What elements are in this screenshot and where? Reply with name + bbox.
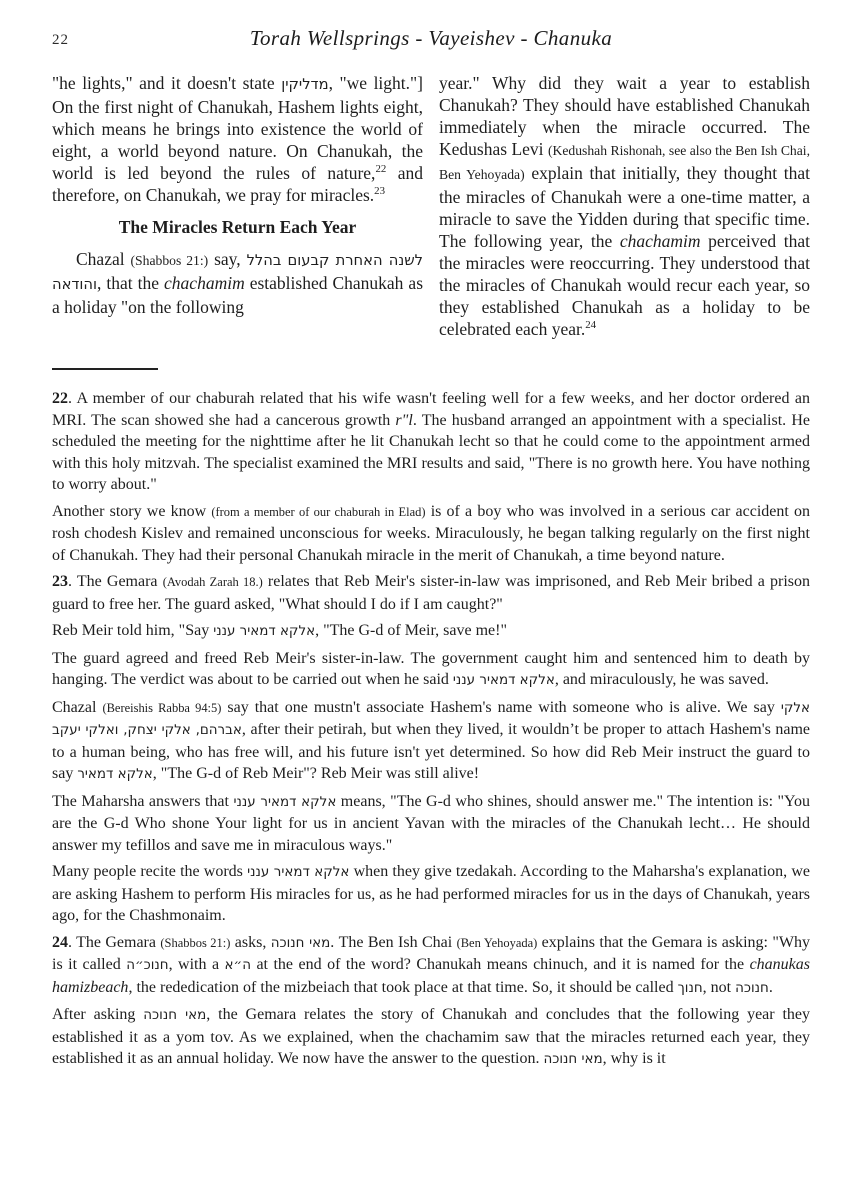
text-segment: , the Gemara relates the story of Chanukah and concludes that the following year they established it as a yom tov. As we explained, when the chachamim saw that the miracles returned each year, they established it as an annual holiday. We now have the answer to the question. bbox=[52, 1006, 811, 1067]
body-paragraph bbox=[52, 72, 423, 206]
text-segment: חנוך bbox=[677, 980, 703, 996]
footnote-paragraph bbox=[52, 697, 810, 786]
text-segment: , the rededication of the mizbeiach that took place at that time. So, it should be called bbox=[128, 978, 678, 996]
text-segment: . A member of our chaburah related that his wife wasn't feeling well for a few weeks, and her doctor ordered an MRI. The scan showed she had a cancerous growth bbox=[52, 390, 810, 429]
text-segment: . bbox=[768, 978, 773, 996]
text-segment: חנוכ״ה bbox=[126, 958, 169, 973]
footnote-paragraph bbox=[52, 1004, 810, 1071]
text-segment: , "we light."] On the first night of Chanukah, Hashem lights eight, which means he brings into existence the world of eight, a world beyond nature. On Chanukah, the world is led beyond the rules of nature, bbox=[52, 73, 423, 183]
text-segment: 23 bbox=[52, 573, 68, 590]
text-segment: , with a bbox=[168, 956, 225, 973]
footnote-paragraph bbox=[52, 620, 810, 643]
text-segment: when they give tzedakah. According to the Maharsha's explanation, we are asking Hashem to perform His miracles for us, as he had performed miracles for us in the days of Chanukah, years ago, for the Chashmonaim. bbox=[52, 863, 811, 924]
footnote-paragraph bbox=[52, 501, 810, 567]
text-segment: , "The G-d of Meir, save me!" bbox=[315, 622, 507, 639]
footnote-paragraph bbox=[52, 791, 810, 857]
main-text-columns bbox=[52, 72, 810, 340]
text-segment: , after their petirah, but when they lived, it wouldn’t be proper to attach Hashem's name to a human being, who has free will, and his future isn't yet determined. So how did Reb Meir instruct the guard to say bbox=[52, 721, 811, 782]
text-segment: אלקי אברהם, אלקי יצחק, ואלקי יעקב bbox=[52, 700, 811, 738]
text-segment: , and miraculously, he was saved. bbox=[554, 671, 769, 688]
text-segment: Chazal bbox=[76, 249, 131, 269]
text-segment: chanukas hamizbeach bbox=[52, 956, 811, 996]
text-segment: מאי חנוכה bbox=[270, 935, 331, 951]
text-segment: (Ben Yehoyada) bbox=[456, 935, 538, 950]
text-segment: אלקא דמאיר ענני bbox=[452, 673, 555, 688]
text-segment: say that one mustn't associate Hashem's name with someone who is alive. We say bbox=[221, 698, 781, 716]
text-segment: אלקא דמאיר ענני bbox=[247, 865, 350, 880]
text-segment: מאי חנוכה bbox=[543, 1052, 603, 1067]
text-segment: 22 bbox=[52, 390, 68, 407]
text-segment: אלקא דמאיר bbox=[77, 767, 153, 782]
text-segment: 22 bbox=[375, 163, 387, 176]
text-segment: The guard agreed and freed Reb Meir's sister-in-law. The government caught him and sentenced him to death by hanging. The verdict was about to be carried out when he said bbox=[52, 649, 810, 688]
text-segment: . The Gemara bbox=[68, 933, 161, 951]
text-segment: means, "The G-d who shines, should answer me." The intention is: "You are the G-d Who shone Your light for us in ancient Yavan with the miracles of the Chanukah lecht… He should answer my tefillos and save me in miraculous ways." bbox=[52, 792, 810, 854]
text-segment: relates that Reb Meir's sister-in-law was imprisoned, and Reb Meir bribed a prison guard to free her. The guard asked, "What should I do if I am caught?" bbox=[52, 573, 810, 613]
left-column bbox=[52, 72, 423, 340]
footnote-separator bbox=[52, 368, 158, 370]
right-column bbox=[439, 72, 810, 340]
text-segment: say, bbox=[208, 249, 247, 269]
footnote-paragraph bbox=[52, 932, 810, 1000]
text-segment: (Bereishis Rabba 94:5) bbox=[102, 700, 222, 715]
page-number: 22 bbox=[52, 32, 69, 48]
text-segment: 24 bbox=[585, 319, 597, 332]
body-paragraph bbox=[52, 248, 423, 318]
text-segment: אלקא דמאיר ענני bbox=[233, 794, 337, 810]
text-segment: מדליקין bbox=[281, 76, 329, 93]
text-segment: אלקא דמאיר ענני bbox=[213, 624, 316, 639]
text-segment: . The Gemara bbox=[68, 573, 163, 590]
text-segment: , "The G-d of Reb Meir"? Reb Meir was still alive! bbox=[152, 765, 480, 782]
text-segment: established Chanukah as a holiday "on the following bbox=[52, 273, 424, 317]
text-segment: After asking bbox=[52, 1006, 144, 1023]
text-segment: chachamim bbox=[164, 273, 245, 293]
section-heading: The Miracles Return Each Year bbox=[118, 217, 357, 237]
page-title: Torah Wellsprings - Vayeishev - Chanuka bbox=[249, 26, 613, 50]
text-segment: explains that the Gemara is asking: "Why is it called bbox=[52, 933, 811, 973]
text-segment: chachamim bbox=[619, 231, 701, 251]
text-segment: "he lights," and it doesn't state bbox=[52, 73, 282, 93]
text-segment: . The husband arranged an appointment with a specialist. He scheduled the meeting for the nighttime after he lit Chanukah lecht so that he could come to the appointment armed with this holy mitzvah. The specialist examined the MRI results and said, "There is no growth here. You have nothing to worry about." bbox=[52, 411, 810, 493]
text-segment: (Shabbos 21:) bbox=[160, 935, 231, 950]
text-segment: חנוכה bbox=[735, 980, 769, 996]
text-segment: ה״א bbox=[224, 958, 251, 973]
text-segment: explain that initially, they thought that the miracles of Chanukah were a one-time matter, a miracle to save the Yidden during that specific time. The following year, the bbox=[439, 163, 810, 251]
text-segment: is of a boy who was involved in a serious car accident on rosh chodesh Kislev and remained unconscious for weeks. Miraculously, he began talking regularly on the first night of Chanukah. They had their personal Chanukah miracle in the merit of Chanukah, a time beyond nature. bbox=[52, 502, 810, 564]
text-segment: Many people recite the words bbox=[52, 863, 248, 880]
text-segment: 23 bbox=[374, 185, 386, 198]
text-segment: . The Ben Ish Chai bbox=[330, 933, 457, 951]
text-segment: asks, bbox=[230, 933, 271, 951]
text-segment: Chazal bbox=[52, 698, 103, 716]
text-segment: (from a member of our chaburah in Elad) bbox=[211, 504, 426, 519]
footnote-paragraph bbox=[52, 388, 810, 496]
text-segment: Reb Meir told him, "Say bbox=[52, 622, 214, 639]
text-segment: at the end of the word? Chanukah means chinuch, and it is named for the bbox=[250, 956, 750, 973]
page-header bbox=[52, 26, 810, 64]
text-segment: , why is it bbox=[602, 1050, 666, 1067]
text-segment: Another story we know bbox=[52, 502, 212, 520]
footnote-paragraph bbox=[52, 571, 810, 615]
footnotes-section bbox=[52, 388, 810, 1071]
footnote-paragraph bbox=[52, 648, 810, 692]
text-segment: , that the bbox=[97, 273, 165, 293]
text-segment: (Avodah Zarah 18.) bbox=[162, 575, 263, 589]
text-segment: , not bbox=[702, 978, 736, 996]
body-paragraph bbox=[439, 72, 810, 340]
text-segment: (Kedushah Rishonah, see also the Ben Ish Chai, Ben Yehoyada) bbox=[439, 143, 810, 182]
text-segment: year." Why did they wait a year to establish Chanukah? They should have established Chanukah immediately when the miracle occurred. The Kedushas Levi bbox=[439, 73, 810, 159]
text-segment: 24 bbox=[52, 933, 68, 951]
text-segment: and therefore, on Chanukah, we pray for miracles. bbox=[52, 163, 423, 205]
text-segment: The Maharsha answers that bbox=[52, 792, 234, 810]
text-segment: לשנה האחרת קבעום בהלל והודאה bbox=[52, 252, 423, 293]
text-segment: perceived that the miracles were reoccurring. They understood that the miracles of Chanukah would recur each year, so they established Chanukah as a holiday to be celebrated each year. bbox=[439, 231, 810, 339]
text-segment: (Shabbos 21:) bbox=[130, 253, 209, 268]
text-segment: מאי חנוכה bbox=[143, 1008, 207, 1023]
text-segment: r"l bbox=[395, 411, 413, 429]
footnote-paragraph bbox=[52, 861, 810, 927]
